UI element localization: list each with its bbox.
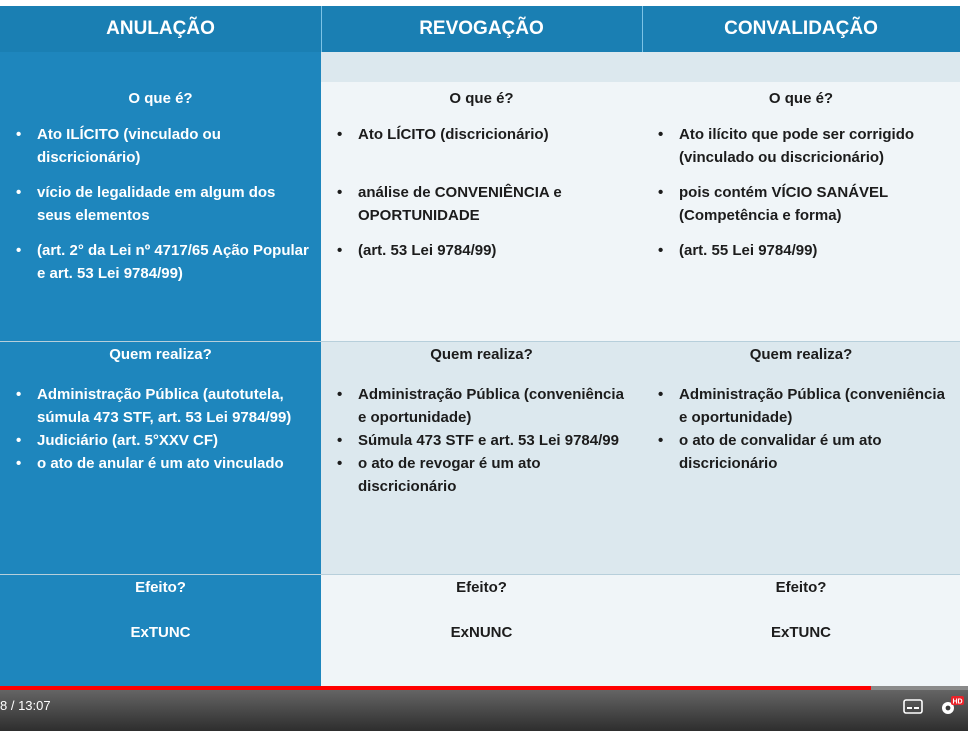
section-heading: Quem realiza? [430,346,533,363]
effect-value: ExTUNC [130,624,191,641]
gear-hd-icon[interactable] [938,696,964,716]
effect-value: ExTUNC [770,624,831,641]
section-heading: Quem realiza? [109,346,212,363]
section-heading: O que é? [449,90,514,107]
list-item: • Ato ILÍCITO (vinculado ou discricionário) [10,123,311,169]
section-heading: O que é? [768,90,834,107]
list-item: • Administração Pública (conveniência e oportunidade) [331,383,632,429]
cell-revogacao-effect [321,575,642,686]
section-heading: Efeito? [135,579,186,596]
bullet-list [331,123,632,262]
subtitles-icon[interactable] [903,696,923,716]
list-item: • o ato de convalidar é um ato discricionário [652,429,950,475]
list-item: • Administração Pública (conveniência e oportunidade) [652,383,950,429]
list-item: • (art. 53 Lei 9784/99) [331,239,632,262]
bullet-list [10,123,311,285]
list-item: • Ato LÍCITO (discricionário) [331,123,632,146]
bullet-list [652,383,950,475]
section-heading: Quem realiza? [749,346,853,363]
list-item: • o ato de anular é um ato vinculado [10,452,311,475]
list-item: • o ato de revogar é um ato discricionário [331,452,632,498]
list-item: • (art. 55 Lei 9784/99) [652,239,950,262]
empty-band [321,52,642,82]
cell-convalidacao-what [642,82,960,341]
hd-badge: HD [952,698,963,706]
bullet-list [652,123,950,262]
column-header-anulacao: ANULAÇÃO [106,18,215,39]
cell-anulacao-who [0,342,321,574]
empty-band [642,52,960,82]
effect-value: ExNUNC [450,624,513,641]
progress-fill [0,686,871,690]
cell-anulacao-effect [0,575,321,686]
list-item: • pois contém VÍCIO SANÁVEL (Competência e forma) [652,181,950,227]
section-heading: Efeito? [775,579,827,596]
bullet-list [331,383,632,498]
column-header-convalidacao: CONVALIDAÇÃO [724,18,878,39]
list-item: • Administração Pública (autotutela, súmula 473 STF, art. 53 Lei 9784/99) [10,383,311,429]
cell-revogacao-what [321,82,642,341]
section-heading: Efeito? [456,579,507,596]
video-player-controls [0,686,968,731]
list-item: • Judiciário (art. 5°XXV CF) [10,429,311,452]
empty-band [0,52,321,82]
time-display: 8 / 13:07 [0,698,51,713]
list-item: • vício de legalidade em algum dos seus elementos [10,181,311,227]
cell-revogacao-who [321,342,642,574]
list-item: • (art. 2° da Lei nº 4717/65 Ação Popular e art. 53 Lei 9784/99) [10,239,311,285]
column-header-revogacao: REVOGAÇÃO [419,18,544,39]
bullet-list [10,383,311,475]
list-item: • análise de CONVENIÊNCIA e OPORTUNIDADE [331,181,632,227]
list-item: • Súmula 473 STF e art. 53 Lei 9784/99 [331,429,632,452]
cell-anulacao-what [0,82,321,341]
cell-convalidacao-who [642,342,960,574]
cell-convalidacao-effect [642,575,960,686]
section-heading: O que é? [128,90,193,107]
list-item: • Ato ilícito que pode ser corrigido (vinculado ou discricionário) [652,123,950,169]
